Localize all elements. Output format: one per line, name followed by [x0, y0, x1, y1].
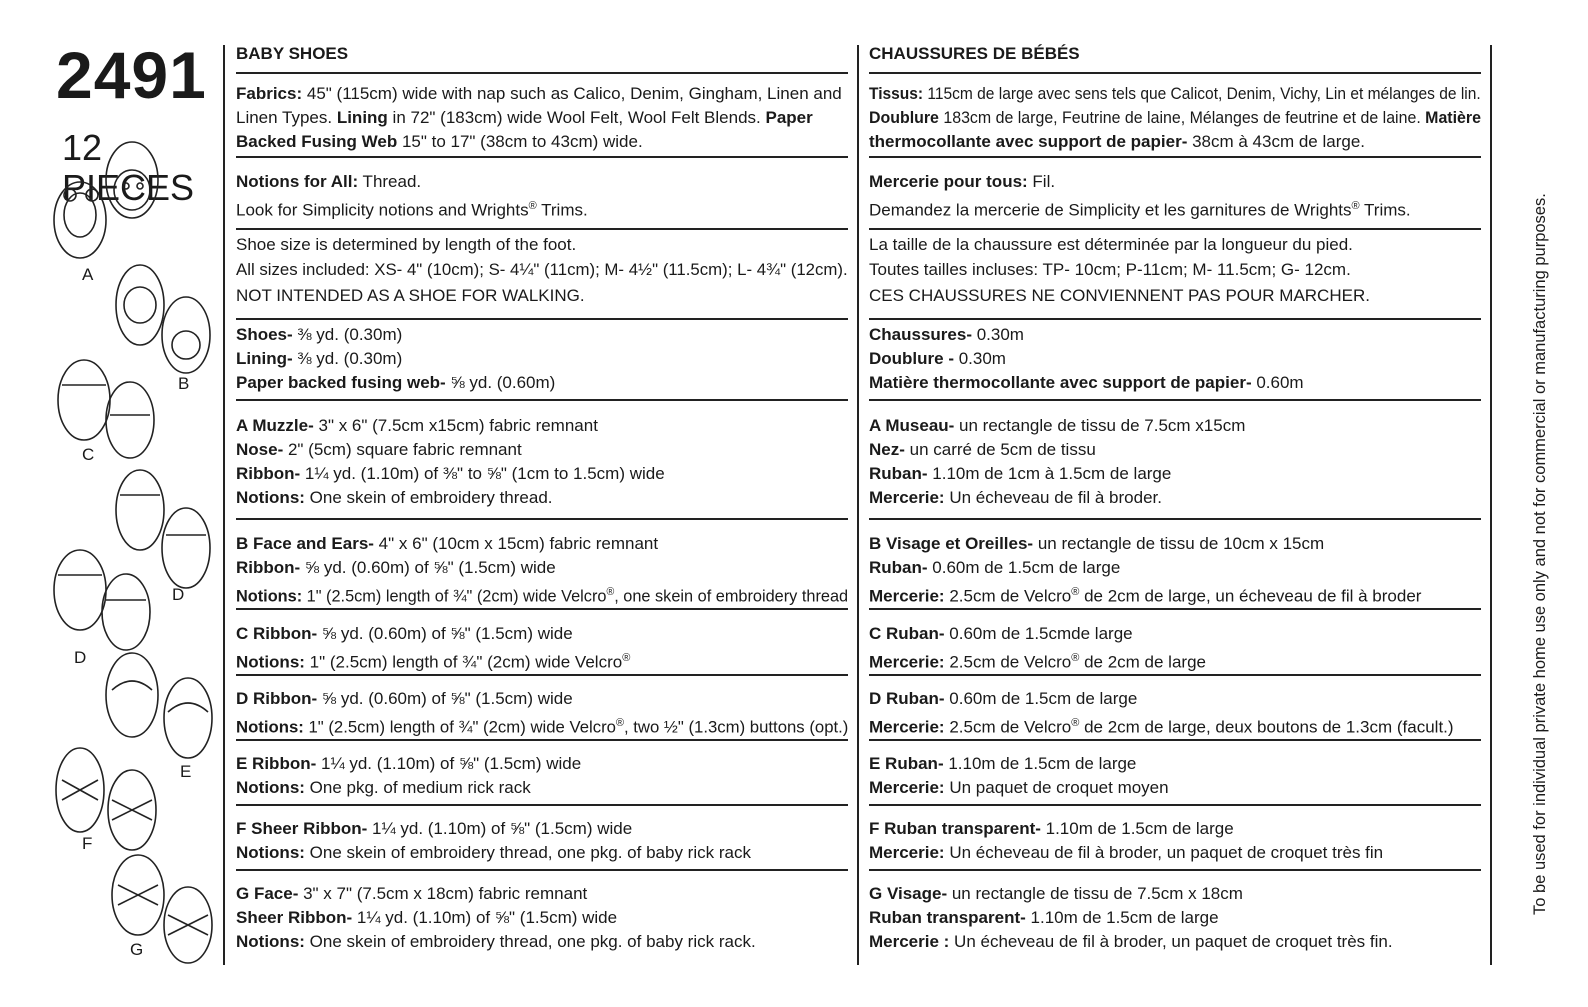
notion-line: Ruban- 1.10m de 1cm à 1.5cm de large [869, 464, 1172, 483]
shoe-a-illustration [54, 142, 158, 258]
shoe-f-illustration [56, 748, 156, 850]
notion-line: Mercerie: Un écheveau de fil à broder, un paquet de croquet très fin [869, 843, 1384, 862]
notion-line: Mercerie : Un écheveau de fil à broder, un paquet de croquet très fin. [869, 932, 1393, 951]
shoe-g-illustration [112, 855, 212, 963]
notion-line: Doublure - 0.30m [869, 349, 1006, 368]
english-fabrics: Fabrics: 45" (115cm) wide with nap such as Calico, Denim, Gingham, Linen and Linen Types. Lining in 72" (183cm) wide Wool Felt, Wool Felt Blends. Paper Backed Fusing Web 15" to 17" (38cm to 43cm) wide. [236, 82, 848, 158]
shoe-b-illustration [116, 265, 210, 373]
shoe-e-illustration [106, 653, 212, 758]
english-view-b [236, 532, 848, 610]
notion-line: Ruban- 0.60m de 1.5cm de large [869, 558, 1121, 577]
notion-line: Chaussures- 0.30m [869, 325, 1024, 344]
view-label-e: E [180, 762, 192, 781]
notion-line: E Ribbon- 1¼ yd. (1.10m) of ⅝" (1.5cm) wide [236, 754, 582, 773]
notion-line: Notions: One skein of embroidery thread. [236, 488, 553, 507]
french-size: La taille de la chaussure est déterminée par la longueur du pied. Toutes tailles incluses: TP- 10cm; P-11cm; M- 11.5cm; G- 12cm. CES CHAUSSURES NE CONVIENNENT PAS POUR MARCHER. [869, 232, 1481, 320]
notion-line: D Ribbon- ⅝ yd. (0.60m) of ⅝" (1.5cm) wide [236, 689, 573, 708]
view-label-a: A [82, 265, 94, 284]
view-label-c: C [82, 445, 95, 464]
french-view-b [869, 532, 1481, 610]
french-view-d [869, 687, 1481, 741]
french-notions: Mercerie pour tous: Fil. Demandez la mercerie de Simplicity et les garnitures de Wrights® Trims. [869, 170, 1481, 230]
notion-line: Notions: 1" (2.5cm) length of ¾" (2cm) wide Velcro® [236, 652, 631, 672]
english-view-d [236, 687, 848, 741]
pattern-number: 2491 [56, 38, 207, 112]
notion-line: Ribbon- 1¼ yd. (1.10m) of ⅜" to ⅝" (1cm to 1.5cm) wide [236, 464, 665, 483]
notion-line: E Ruban- 1.10m de 1.5cm de large [869, 754, 1137, 773]
notion-line: B Visage et Oreilles- un rectangle de tissu de 10cm x 15cm [869, 534, 1325, 553]
notion-line: Notions: One skein of embroidery thread, one pkg. of baby rick rack. [236, 932, 756, 951]
notion-line: Notions: One skein of embroidery thread, one pkg. of baby rick rack [236, 843, 751, 862]
notion-line: Nez- un carré de 5cm de tissu [869, 440, 1096, 459]
notion-line: Nose- 2" (5cm) square fabric remnant [236, 440, 522, 459]
view-label-f: F [82, 834, 93, 853]
notion-line: Ruban transparent- 1.10m de 1.5cm de large [869, 908, 1219, 927]
notion-line: Notions: 1" (2.5cm) length of ¾" (2cm) wide Velcro®, one skein of embroidery thread [236, 586, 849, 606]
usage-restriction-note: To be used for individual private home use only and not for commercial or manufacturing purposes. [1531, 193, 1549, 915]
notion-line: F Ruban transparent- 1.10m de 1.5cm de large [869, 819, 1234, 838]
notion-line: A Museau- un rectangle de tissu de 7.5cm x15cm [869, 416, 1246, 435]
divider-left [223, 45, 225, 965]
notion-line: Sheer Ribbon- 1¼ yd. (1.10m) of ⅝" (1.5cm) wide [236, 908, 618, 927]
notion-line: C Ribbon- ⅝ yd. (0.60m) of ⅝" (1.5cm) wide [236, 624, 573, 643]
english-notions: Notions for All: Thread. Look for Simplicity notions and Wrights® Trims. [236, 170, 848, 230]
french-view-f [869, 817, 1481, 871]
french-column [869, 36, 1481, 951]
french-view-c [869, 622, 1481, 676]
view-label-d: D [172, 585, 185, 604]
english-view-f [236, 817, 848, 871]
french-yardage [869, 323, 1481, 401]
notion-line: B Face and Ears- 4" x 6" (10cm x 15cm) fabric remnant [236, 534, 659, 553]
notion-line: A Muzzle- 3" x 6" (7.5cm x15cm) fabric remnant [236, 416, 598, 435]
notion-line: Mercerie: Un écheveau de fil à broder. [869, 488, 1162, 507]
english-view-g [236, 882, 848, 958]
notion-line: Paper backed fusing web- ⅝ yd. (0.60m) [236, 373, 556, 392]
french-view-g [869, 882, 1481, 958]
english-view-a [236, 414, 848, 520]
view-label-d2: D [74, 648, 87, 667]
divider-right [1490, 45, 1492, 965]
french-fabrics: Tissus: 115cm de large avec sens tels que Calicot, Denim, Vichy, Lin et mélanges de lin. Doublure 183cm de large, Feutrine de laine, Mélanges de feutrine et de laine. Matière thermocollante avec support de papier- 38cm à 43cm de large. [869, 82, 1481, 158]
notion-line: Ribbon- ⅝ yd. (0.60m) of ⅝" (1.5cm) wide [236, 558, 556, 577]
notion-line: Mercerie: 2.5cm de Velcro® de 2cm de large, deux boutons de 1.3cm (facult.) [869, 717, 1454, 737]
notion-line: G Face- 3" x 7" (7.5cm x 18cm) fabric remnant [236, 884, 588, 903]
english-yardage [236, 323, 848, 401]
french-view-e [869, 752, 1481, 806]
notion-line: Shoes- ⅜ yd. (0.30m) [236, 325, 403, 344]
notion-line: Notions: 1" (2.5cm) length of ¾" (2cm) wide Velcro®, two ½" (1.3cm) buttons (opt.) [236, 717, 849, 737]
french-view-a [869, 414, 1481, 520]
notion-line: Mercerie: 2.5cm de Velcro® de 2cm de large [869, 652, 1206, 672]
notion-line: F Sheer Ribbon- 1¼ yd. (1.10m) of ⅝" (1.5cm) wide [236, 819, 633, 838]
notion-line: Lining- ⅜ yd. (0.30m) [236, 349, 403, 368]
english-size: Shoe size is determined by length of the foot. All sizes included: XS- 4" (10cm); S- 4¼" (11cm); M- 4½" (11.5cm); L- 4¾" (12cm). NOT INTENDED AS A SHOE FOR WALKING. [236, 232, 848, 320]
english-column [236, 36, 849, 951]
divider-middle [857, 45, 859, 965]
french-title: CHAUSSURES DE BÉBÉS [869, 36, 1481, 74]
notion-line: G Visage- un rectangle de tissu de 7.5cm x 18cm [869, 884, 1243, 903]
shoe-illustrations [0, 0, 230, 1007]
shoe-d-illustration [54, 470, 210, 650]
view-label-g: G [130, 940, 144, 959]
notion-line: Mercerie: 2.5cm de Velcro® de 2cm de large, un écheveau de fil à broder [869, 586, 1422, 606]
english-title: BABY SHOES [236, 36, 848, 74]
pieces-count: 12 PIECES [62, 127, 195, 208]
english-view-e [236, 752, 848, 806]
notion-line: C Ruban- 0.60m de 1.5cmde large [869, 624, 1133, 643]
shoe-c-illustration [58, 360, 154, 458]
notion-line: D Ruban- 0.60m de 1.5cm de large [869, 689, 1138, 708]
english-view-c [236, 622, 848, 676]
view-label-b: B [178, 374, 190, 393]
notion-line: Matière thermocollante avec support de papier- 0.60m [869, 373, 1304, 392]
notion-line: Notions: One pkg. of medium rick rack [236, 778, 531, 797]
notion-line: Mercerie: Un paquet de croquet moyen [869, 778, 1169, 797]
